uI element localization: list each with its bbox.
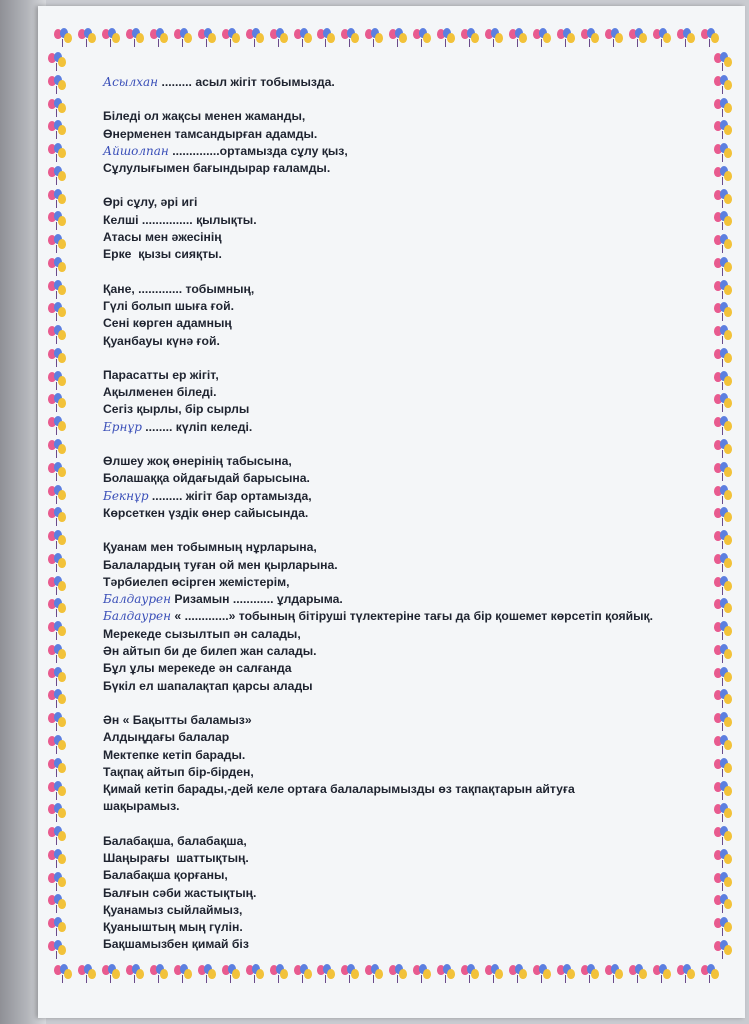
balloon-icon [48, 189, 66, 209]
balloon-icon [714, 75, 732, 95]
balloon-icon [48, 598, 66, 618]
balloon-icon [714, 507, 732, 527]
text-line [103, 298, 703, 315]
text-line [103, 108, 703, 125]
balloon-icon [48, 52, 66, 72]
balloon-icon [48, 849, 66, 869]
printed-text: Балғын сәби жастықтың. [103, 885, 257, 900]
text-line [103, 505, 703, 522]
text-line [103, 126, 703, 143]
balloon-icon [48, 211, 66, 231]
balloon-icon [48, 826, 66, 846]
balloon-icon [653, 964, 671, 984]
printed-text: Парасатты ер жігіт, [103, 367, 219, 382]
balloon-icon [677, 28, 695, 48]
text-line [103, 281, 703, 298]
balloon-icon [714, 826, 732, 846]
balloon-icon [48, 621, 66, 641]
stanza-gap [103, 350, 703, 367]
printed-text: ........ күліп келеді. [145, 419, 253, 434]
text-line [103, 712, 703, 729]
balloon-icon [437, 964, 455, 984]
balloon-icon [48, 416, 66, 436]
balloon-icon [222, 28, 240, 48]
stanza-gap [103, 816, 703, 833]
balloon-border-right [714, 52, 736, 960]
text-line [103, 574, 703, 591]
printed-text: Балабақша қорғаны, [103, 868, 228, 883]
text-line [103, 885, 703, 902]
balloon-icon [653, 28, 671, 48]
text-line [103, 729, 703, 746]
printed-text: Қуанбауы күнә ғой. [103, 333, 220, 348]
text-line [103, 367, 703, 384]
balloon-icon [54, 964, 72, 984]
printed-text: Тақпақ айтып бір-бірден, [103, 764, 254, 779]
balloon-icon [605, 964, 623, 984]
document-page [38, 6, 745, 1018]
balloon-border-bottom [54, 964, 719, 986]
text-line [103, 384, 703, 401]
stanza-gap [103, 264, 703, 281]
balloon-icon [48, 462, 66, 482]
balloon-icon [48, 257, 66, 277]
printed-text: ..............ортамызда сұлу қыз, [172, 143, 348, 158]
text-line [103, 419, 703, 436]
balloon-icon [714, 689, 732, 709]
balloon-icon [629, 964, 647, 984]
balloon-icon [48, 667, 66, 687]
balloon-icon [150, 28, 168, 48]
balloon-icon [48, 485, 66, 505]
balloon-icon [714, 872, 732, 892]
text-line [103, 160, 703, 177]
text-line [103, 333, 703, 350]
balloon-icon [78, 964, 96, 984]
balloon-icon [174, 964, 192, 984]
balloon-icon [270, 28, 288, 48]
balloon-icon [294, 964, 312, 984]
printed-text: Шаңырағы шаттықтың. [103, 850, 249, 865]
balloon-icon [48, 689, 66, 709]
printed-text: ......... жігіт бар ортамызда, [151, 488, 312, 503]
balloon-icon [461, 28, 479, 48]
printed-text: Бұл ұлы мерекеде ән салғанда [103, 661, 292, 676]
printed-text: Қимай кетіп барады,-дей келе ортаға балаларымызды өз тақпақтарын айтуға [103, 782, 575, 797]
text-line [103, 798, 703, 815]
balloon-icon [341, 28, 359, 48]
balloon-icon [714, 98, 732, 118]
balloon-icon [48, 302, 66, 322]
printed-text: Болашаққа ойдағыдай барысына. [103, 471, 310, 486]
balloon-icon [48, 371, 66, 391]
balloon-icon [714, 940, 732, 960]
balloon-icon [714, 644, 732, 664]
balloon-icon [714, 894, 732, 914]
text-line [103, 781, 703, 798]
printed-text: Алдыңдағы балалар [103, 730, 230, 745]
balloon-icon [246, 964, 264, 984]
balloon-icon [389, 964, 407, 984]
text-line [103, 764, 703, 781]
balloon-icon [557, 964, 575, 984]
balloon-icon [150, 964, 168, 984]
printed-text: Қуанам мен тобымның нұрларына, [103, 540, 317, 555]
handwritten-name: Асылхан [103, 75, 159, 89]
poem-text-body [103, 74, 703, 954]
text-line [103, 401, 703, 418]
text-line [103, 867, 703, 884]
balloon-icon [48, 712, 66, 732]
text-line [103, 315, 703, 332]
balloon-icon [413, 964, 431, 984]
printed-text: Өрі сұлу, әрі игі [103, 195, 198, 210]
printed-text: Балалардың туған ой мен қырларына. [103, 557, 338, 572]
text-line [103, 919, 703, 936]
printed-text: Біледі ол жақсы менен жаманды, [103, 109, 306, 124]
balloon-icon [509, 28, 527, 48]
balloon-icon [341, 964, 359, 984]
balloon-icon [714, 166, 732, 186]
balloon-icon [533, 28, 551, 48]
balloon-icon [714, 758, 732, 778]
balloon-icon [48, 758, 66, 778]
stanza-gap [103, 91, 703, 108]
printed-text: Мерекеде сызылтып ән салады, [103, 626, 301, 641]
balloon-icon [714, 485, 732, 505]
printed-text: Ән « Бақытты баламыз» [103, 712, 252, 727]
balloon-icon [629, 28, 647, 48]
printed-text: Ерке қызы сияқты. [103, 247, 222, 262]
printed-text: Атасы мен әжесінің [103, 230, 222, 245]
text-line [103, 74, 703, 91]
printed-text: Ақылменен біледі. [103, 385, 217, 400]
text-line [103, 453, 703, 470]
text-line [103, 747, 703, 764]
text-line [103, 850, 703, 867]
balloon-icon [317, 28, 335, 48]
balloon-icon [48, 143, 66, 163]
balloon-icon [48, 234, 66, 254]
balloon-icon [389, 28, 407, 48]
balloon-icon [48, 872, 66, 892]
balloon-icon [48, 507, 66, 527]
balloon-icon [581, 964, 599, 984]
printed-text: Сұлулығымен бағындырар ғаламды. [103, 161, 331, 176]
text-line [103, 470, 703, 487]
balloon-icon [485, 28, 503, 48]
balloon-icon [714, 211, 732, 231]
printed-text: Келші ............... қылықты. [103, 212, 257, 227]
balloon-icon [701, 28, 719, 48]
balloon-icon [365, 28, 383, 48]
balloon-icon [714, 849, 732, 869]
printed-text: Көрсеткен үздік өнер сайысында. [103, 505, 309, 520]
balloon-icon [126, 964, 144, 984]
balloon-icon [714, 189, 732, 209]
text-line [103, 833, 703, 850]
balloon-icon [365, 964, 383, 984]
text-line [103, 246, 703, 263]
balloon-icon [102, 28, 120, 48]
balloon-icon [48, 166, 66, 186]
balloon-icon [78, 28, 96, 48]
stanza-gap [103, 522, 703, 539]
text-line [103, 539, 703, 556]
balloon-icon [48, 803, 66, 823]
text-line [103, 488, 703, 505]
balloon-icon [714, 325, 732, 345]
balloon-icon [714, 120, 732, 140]
balloon-icon [48, 530, 66, 550]
text-line [103, 678, 703, 695]
balloon-icon [714, 712, 732, 732]
printed-text: « .............» тобының бітіруші түлектеріне тағы да бір қошемет көрсетіп қояйық. [174, 609, 653, 624]
printed-text: Бүкіл ел шапалақтап қарсы алады [103, 678, 313, 693]
balloon-icon [54, 28, 72, 48]
balloon-icon [581, 28, 599, 48]
stanza-gap [103, 177, 703, 194]
printed-text: Қане, ............. тобымның, [103, 281, 255, 296]
balloon-icon [437, 28, 455, 48]
balloon-icon [714, 553, 732, 573]
printed-text: Бақшамызбен қимай біз [103, 937, 249, 952]
balloon-icon [533, 964, 551, 984]
balloon-icon [317, 964, 335, 984]
printed-text: Қуаныштың мың гүлін. [103, 920, 243, 935]
text-line [103, 194, 703, 211]
balloon-icon [714, 917, 732, 937]
balloon-icon [48, 781, 66, 801]
balloon-icon [48, 917, 66, 937]
balloon-icon [413, 28, 431, 48]
balloon-icon [714, 781, 732, 801]
balloon-border-left [48, 52, 70, 960]
balloon-icon [701, 964, 719, 984]
printed-text: Мектепке кетіп барады. [103, 747, 246, 762]
balloon-icon [48, 644, 66, 664]
stanza-gap [103, 436, 703, 453]
text-line [103, 626, 703, 643]
balloon-icon [48, 940, 66, 960]
balloon-icon [48, 280, 66, 300]
balloon-icon [714, 371, 732, 391]
balloon-icon [714, 393, 732, 413]
balloon-icon [714, 803, 732, 823]
text-line [103, 212, 703, 229]
printed-text: Ризамын ............ ұлдарыма. [174, 592, 343, 607]
balloon-icon [509, 964, 527, 984]
printed-text: ......... асыл жігіт тобымызда. [161, 75, 335, 89]
balloon-icon [714, 280, 732, 300]
printed-text: Балабақша, балабақша, [103, 833, 247, 848]
printed-text: Өнерменен тамсандырған адамды. [103, 126, 318, 141]
balloon-icon [48, 735, 66, 755]
balloon-icon [246, 28, 264, 48]
balloon-icon [714, 462, 732, 482]
balloon-icon [48, 75, 66, 95]
balloon-icon [714, 735, 732, 755]
handwritten-name: Ернұр [103, 419, 142, 434]
balloon-icon [714, 348, 732, 368]
balloon-icon [714, 302, 732, 322]
balloon-icon [714, 143, 732, 163]
balloon-icon [677, 964, 695, 984]
balloon-icon [714, 52, 732, 72]
balloon-icon [48, 348, 66, 368]
balloon-icon [270, 964, 288, 984]
handwritten-name: Балдаурен [103, 592, 172, 607]
balloon-icon [714, 621, 732, 641]
text-line [103, 902, 703, 919]
balloon-icon [102, 964, 120, 984]
handwritten-name: Бекнұр [103, 488, 149, 503]
stanza-gap [103, 695, 703, 712]
balloon-icon [48, 393, 66, 413]
balloon-icon [485, 964, 503, 984]
printed-text: шақырамыз. [103, 799, 180, 814]
balloon-border-top [54, 28, 719, 50]
balloon-icon [48, 325, 66, 345]
printed-text: Сегіз қырлы, бір сырлы [103, 402, 250, 417]
balloon-icon [198, 28, 216, 48]
balloon-icon [48, 894, 66, 914]
text-line [103, 229, 703, 246]
balloon-icon [714, 416, 732, 436]
text-line [103, 643, 703, 660]
text-line [103, 591, 703, 608]
printed-text: Қуанамыз сыйлаймыз, [103, 902, 243, 917]
balloon-icon [714, 576, 732, 596]
balloon-icon [714, 530, 732, 550]
printed-text: Тәрбиелеп өсірген жемістерім, [103, 574, 290, 589]
text-line [103, 660, 703, 677]
balloon-icon [605, 28, 623, 48]
balloon-icon [714, 439, 732, 459]
text-line [103, 143, 703, 160]
printed-text: Сені көрген адамның [103, 316, 232, 331]
balloon-icon [48, 553, 66, 573]
balloon-icon [174, 28, 192, 48]
balloon-icon [48, 439, 66, 459]
printed-text: Ән айтып би де билеп жан салады. [103, 644, 317, 659]
balloon-icon [461, 964, 479, 984]
text-line [103, 557, 703, 574]
handwritten-name: Балдаурен [103, 609, 172, 624]
balloon-icon [48, 120, 66, 140]
balloon-icon [714, 598, 732, 618]
balloon-icon [294, 28, 312, 48]
printed-text: Гүлі болып шыға ғой. [103, 298, 234, 313]
text-line [103, 608, 703, 625]
balloon-icon [198, 964, 216, 984]
balloon-icon [714, 234, 732, 254]
balloon-icon [714, 257, 732, 277]
balloon-icon [557, 28, 575, 48]
balloon-icon [48, 576, 66, 596]
balloon-icon [126, 28, 144, 48]
handwritten-name: Айшолпан [103, 143, 169, 158]
balloon-icon [222, 964, 240, 984]
printed-text: Өлшеу жоқ өнерінің табысына, [103, 454, 292, 469]
balloon-icon [48, 98, 66, 118]
text-line [103, 936, 703, 953]
balloon-icon [714, 667, 732, 687]
